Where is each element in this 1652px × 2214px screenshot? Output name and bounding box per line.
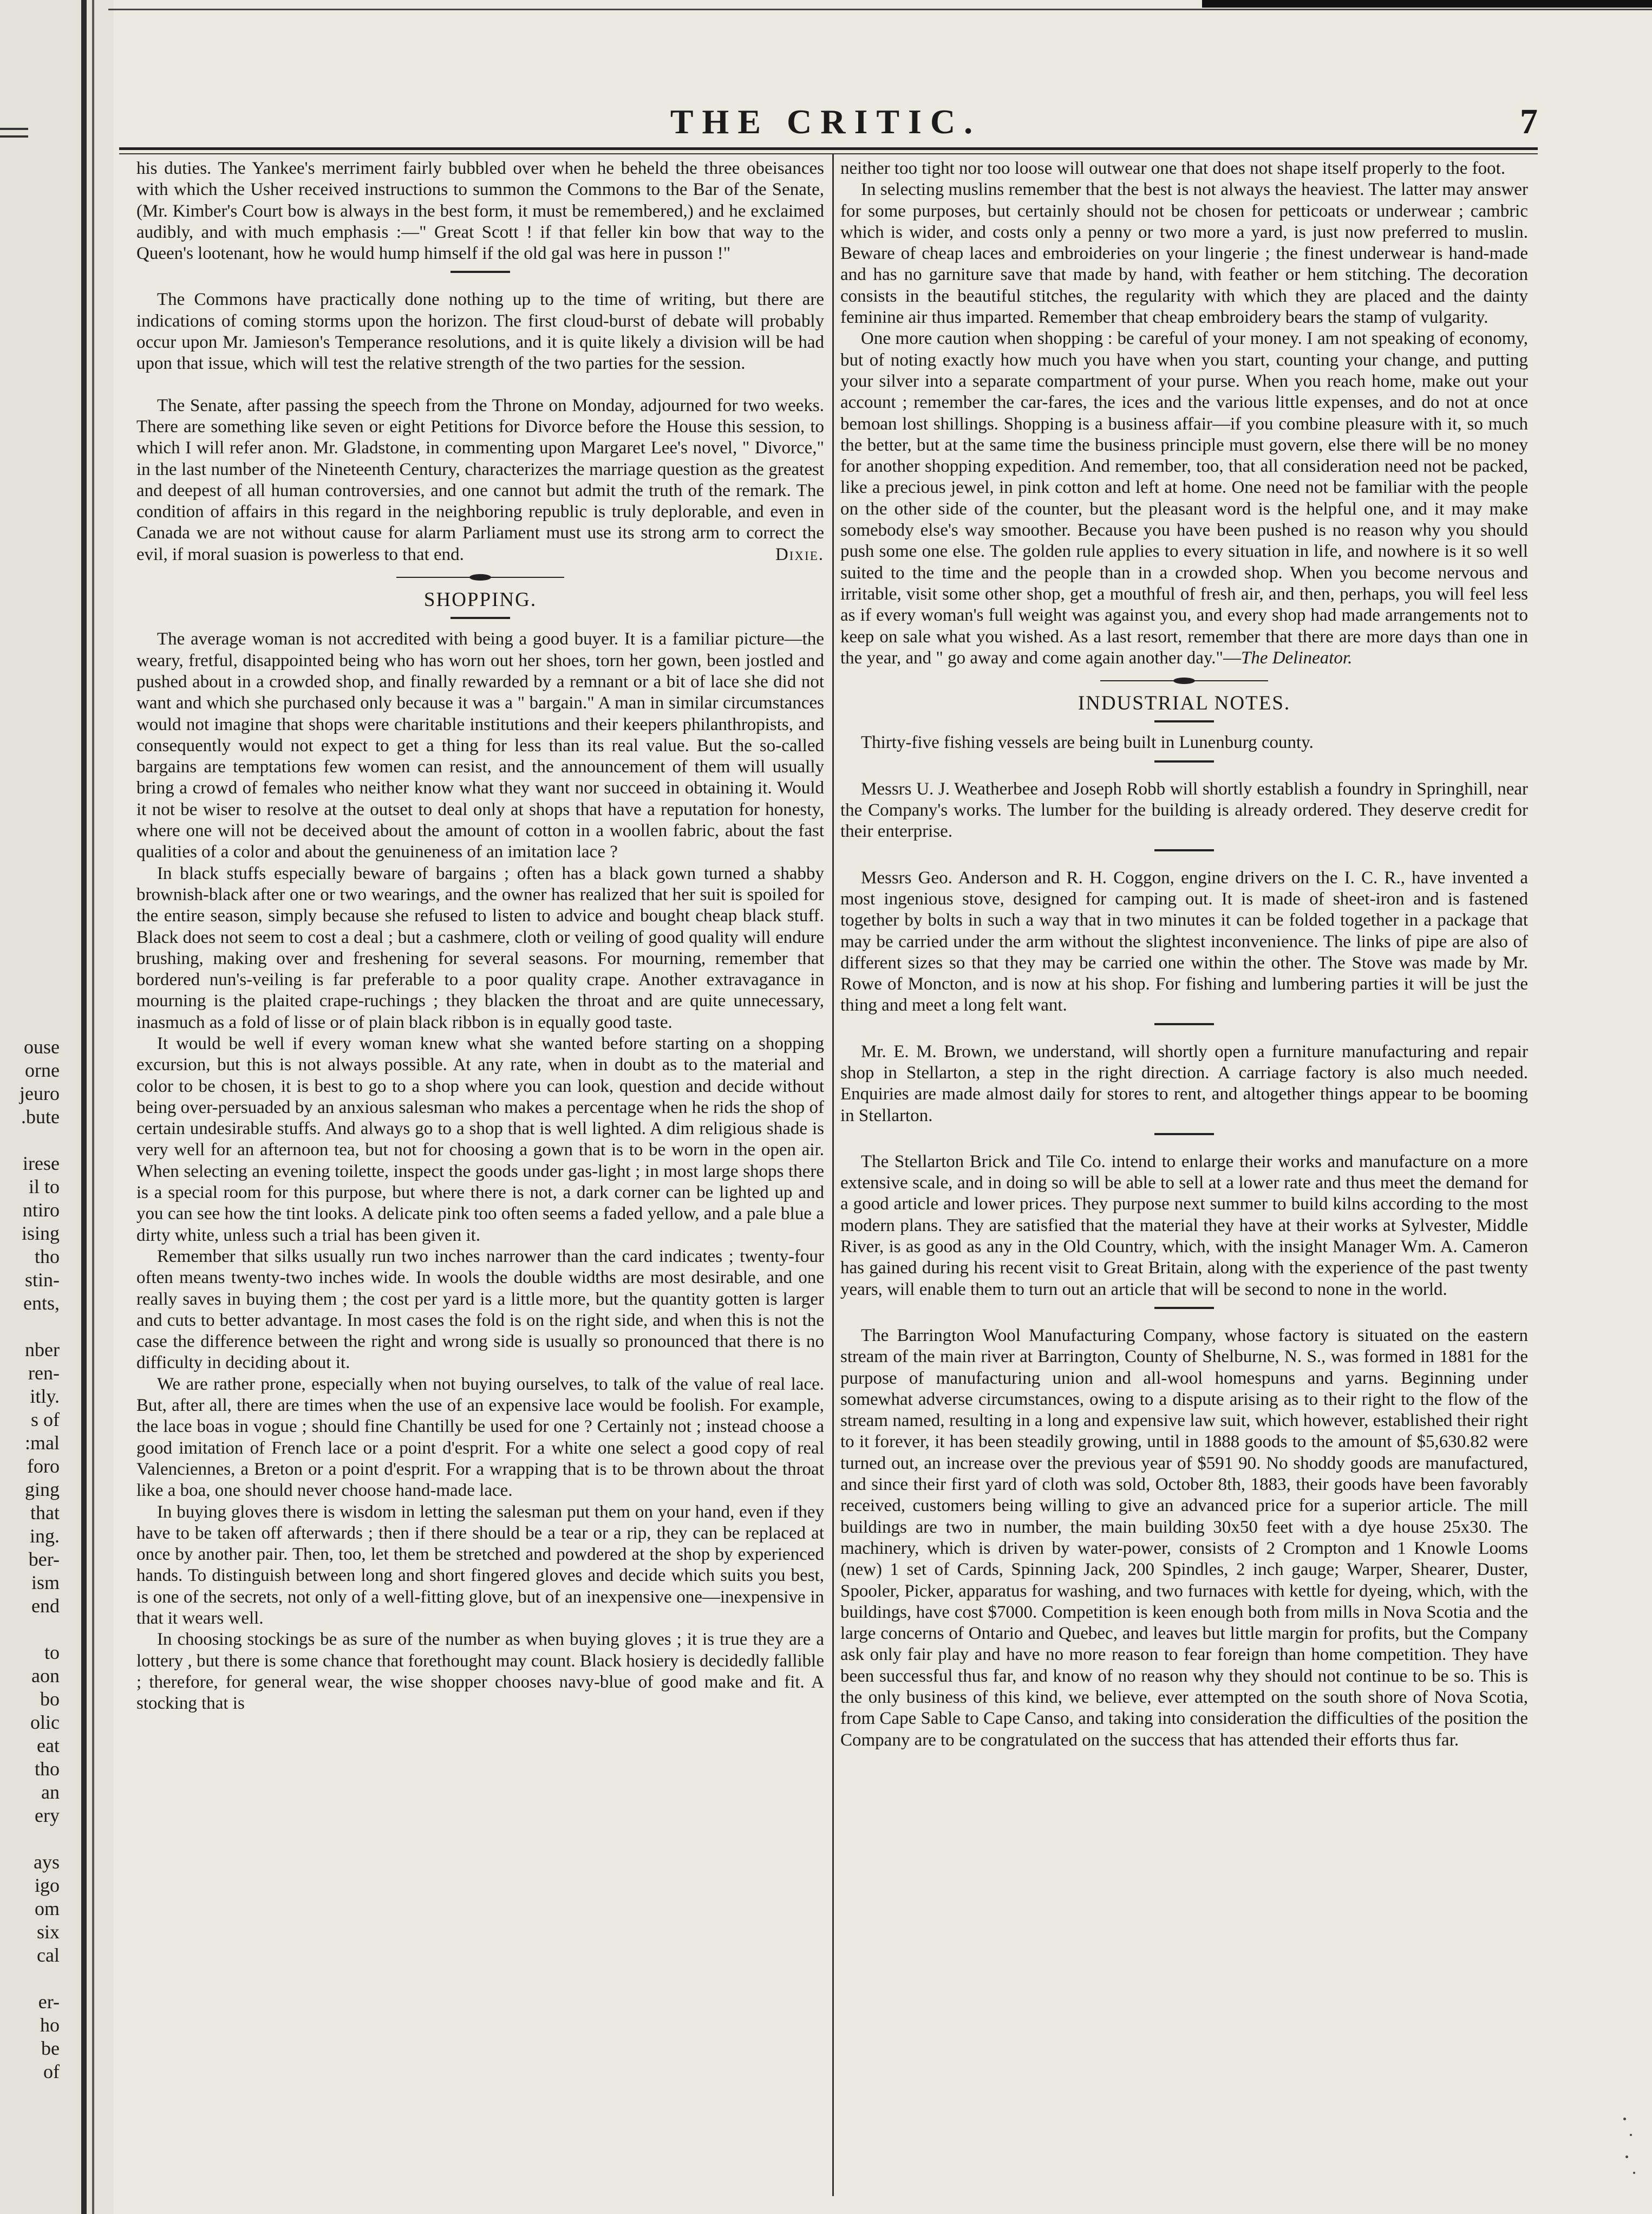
edge-mark <box>0 128 28 130</box>
edge-text-fragment: er- <box>38 1991 60 2013</box>
top-rule <box>1202 0 1652 8</box>
edge-text-fragment: ery <box>35 1805 60 1826</box>
news-item: Messrs Geo. Anderson and R. H. Coggon, engine drivers on the I. C. R., have invented a most ingenious stove, designed for camping out. It is made of sheet-iron and is fastened together by bolts in such a way that in two minutes it can be folded together in a package that may be carried under the arm without the slightest inconvenience. The links of pipe are also of different sizes so that they may be carried one within the other. The Stove was made by Mr. Rowe of Moncton, and is now at his shop. For fishing and lumbering parties it will be just the thing and meet a long felt want. <box>840 868 1528 1015</box>
article-paragraph: The Commons have practically done nothing up to the time of writing, but there are indications of coming storms upon the horizon. The first cloud-burst of debate will probably occur upon Mr. Jamieson's Temperance resolutions, and it is quite likely a division will be had upon that issue, which will test the relative strength of the two parties for the session. <box>136 290 824 374</box>
adjacent-page-edge <box>0 0 114 2214</box>
left-column <box>136 158 824 1714</box>
title-rule <box>450 617 510 619</box>
article-paragraph <box>840 328 1528 669</box>
item-rule <box>1154 1307 1214 1309</box>
article-text: One more caution when shopping : be careful of your money. I am not speaking of economy, but of noting exactly how much you have when you start, counting your change, and putting your silver into a separate compartment of your purse. When you reach home, make out your account ; remember the car-fares, the ices and the various little expenses, and do not at once bemoan lost shillings. Shopping is a business affair—if you combine pleasure with it, so much the better, but at the same time the business principle must govern, else there will be no money for another shopping expedition. And remember, too, that all consideration need not be packed, like a precious jewel, in pink cotton and left at home. One need not be familiar with the people on the other side of the counter, but the pleasant word is the helpful one, and it may make somebody else's way smoother. Because you have been pushed is no reason why you should push some one else. The golden rule applies to every situation in life, and nowhere is it so well suited to the time and the people than in a crowded shop. When you become nervous and irritable, visit some other shop, get a mouthful of fresh air, and then, perhaps, you will feel less as if every woman's full weight was against you, and every shop had made arrangements not to keep on sale what you wished. As a last resort, remember that there are more days than one in the year, and " go away and come again another day."— <box>840 329 1528 668</box>
author-signature: Dixie. <box>775 544 824 564</box>
item-rule <box>1154 1023 1214 1025</box>
news-item: Mr. E. M. Brown, we understand, will shortly open a furniture manufacturing and repair shop in Stellarton, a step in the right direction. A carriage factory is also much needed. Enquiries are made almost daily for stores to rent, and altogether things appear to be booming in Stellarton. <box>840 1041 1528 1125</box>
edge-text-fragment: ging <box>24 1479 60 1500</box>
binding-shadow <box>81 0 87 2214</box>
edge-text-fragment: orne <box>25 1059 60 1081</box>
edge-text-fragment: be <box>41 2037 60 2059</box>
article-title-shopping: SHOPPING. <box>423 589 537 611</box>
article-paragraph: his duties. The Yankee's merriment fairly bubbled over when he beheld the three obeisances with which the Usher received instructions to summon the Commons to the Bar of the Senate, (Mr. Kimber's Court bow is always in the best form, it must be remembered,) and he exclaimed audibly, and with much emphasis :—" Great Scott ! if that feller kin bow that way to the Queen's lootenant, how he would hump himself if the old gal was here in pusson !" <box>136 159 824 264</box>
edge-text-fragment: ho <box>40 2014 60 2036</box>
article-paragraph: In black stuffs especially beware of bargains ; often has a black gown turned a shabby brownish-black after one or two wearings, and the owner has realized that her suit is spoiled for the entire season, simply because she refused to listen to advice and bought cheap black stuff. Black does not seem to cost a deal ; but a cashmere, cloth or veiling of good quality will endure brushing, making over and freshening for several seasons. For mourning, remember that bordered nun's-veiling is far preferable to a poor quality crape. Another extravagance in mourning is the plaited crape-ruchings ; they blacken the throat and are quite unnecessary, inasmuch as a fold of lisse or of plain black ribbon is in equally good taste. <box>136 863 824 1032</box>
edge-text-fragment: tho <box>34 1758 60 1780</box>
article-paragraph <box>136 395 824 565</box>
edge-text-fragment: nber <box>25 1339 60 1360</box>
edge-text-fragment: ouse <box>24 1036 60 1058</box>
edge-text-fragment: ays <box>34 1851 60 1873</box>
article-title-industrial-notes: INDUSTRIAL NOTES. <box>1078 692 1291 715</box>
article-paragraph: In selecting muslins remember that the best is not always the heaviest. The latter may answer for some purposes, but certainly should not be chosen for petticoats or underwear ; cambric which is wider, and costs only a penny or two more a yard, is just now preferred to muslin. Beware of cheap laces and embroideries on your lingerie ; the finest underwear is hand-made and has no garniture save that made by hand, with feather or hem stitching. The decoration consists in the beautiful stitches, the regularity with which they are placed and the dainty feminine air thus imparted. Remember that cheap embroidery bears the stamp of vulgarity. <box>840 180 1528 328</box>
article-paragraph: We are rather prone, especially when not buying ourselves, to talk of the value of real lace. But, after all, there are times when the use of an expensive lace would be foolish. For example, the lace boas in vogue ; should fine Chantilly be used for one ? Certainly not ; instead choose a good imitation of French lace or a point d'esprit. For a white one select a good copy of real Valenciennes, a Breton or a point d'esprit. For a wrapping that is to be thrown about the throat like a boa, one should never choose hand-made lace. <box>136 1374 824 1501</box>
edge-text-fragment: aon <box>31 1665 60 1686</box>
edge-text-fragment: ism <box>31 1572 60 1593</box>
edge-text-fragment: om <box>34 1898 60 1919</box>
edge-text-fragment: irese <box>23 1152 60 1174</box>
item-rule <box>1154 849 1214 851</box>
edge-text-fragment: eat <box>37 1735 60 1756</box>
right-column <box>840 158 1528 1751</box>
edge-text-fragment: ber- <box>28 1548 60 1570</box>
article-paragraph: The average woman is not accredited with being a good buyer. It is a familiar picture—the weary, fretful, disappointed being who has worn out her shoes, torn her gown, been jostled and pushed about in a crowded shop, and finally rewarded by a remnant or a bit of lace she did not want and which she purchased only because it was a " bargain." A man in similar circumstances would not imagine that shops were charitable institutions and their keepers philanthropists, and consequently would not expect to get a thing for less than its real value. But the so-called bargains are temptations few women can resist, and the announcement of them will usually bring a crowd of females who neither know what they want nor succeed in obtaining it. Would it not be wiser to resolve at the outset to deal only at shops that have a reputation for honesty, where one will not be deceived about the amount of cotton in a woollen fabric, about the fast qualities of a color and about the genuineness of an imitation lace ? <box>136 629 824 862</box>
edge-text-fragment: to <box>44 1642 60 1663</box>
section-rule <box>450 271 510 273</box>
binding-line <box>92 0 94 2214</box>
edge-text-fragment: ising <box>21 1222 60 1244</box>
edge-mark <box>0 135 28 138</box>
news-item: The Stellarton Brick and Tile Co. intend to enlarge their works and manufacture on a more extensive scale, and in doing so will be able to sell at a lower rate and thus meet the demand for a good article and lower prices. They purpose next summer to build kilns according to the most modern plans. They are satisfied that the material they have at their works at Sylvester, Middle River, is as good as any in the Old Country, which, with the insight Manager Wm. A. Cameron has gained during his recent visit to Great Britain, along with the experience of the past twenty years, will enable them to turn out an article that will be second to none in the world. <box>840 1151 1528 1299</box>
news-item: Messrs U. J. Weatherbee and Joseph Robb will shortly establish a foundry in Springhill, near the Company's works. The lumber for the building is already ordered. They deserve credit for their enterprise. <box>840 779 1528 842</box>
item-rule <box>1154 1133 1214 1135</box>
edge-text-fragment: il to <box>28 1176 60 1197</box>
edge-text-fragment: igo <box>34 1874 60 1896</box>
edge-text-fragment: s of <box>31 1409 60 1430</box>
news-item: Thirty-five fishing vessels are being built in Lunenburg county. <box>861 733 1314 753</box>
masthead-rule-thin <box>119 153 1538 154</box>
edge-text-fragment: ing. <box>29 1525 60 1547</box>
item-rule <box>1154 760 1214 763</box>
column-divider <box>832 154 834 2196</box>
masthead-rule <box>119 147 1538 150</box>
article-paragraph: In choosing stockings be as sure of the number as when buying gloves ; it is true they are a lottery , but there is some chance that forethought may count. Black hosiery is decidedly fallible ; therefore, for general wear, the wise shopper chooses navy-blue of good make and fit. A stocking that is <box>136 1630 824 1714</box>
article-paragraph: neither too tight nor too loose will outwear one that does not shape itself properly to the foot. <box>840 159 1506 178</box>
article-paragraph: Remember that silks usually run two inches narrower than the card indicates ; twenty-four often means twenty-two inches wide. In wools the double widths are most desirable, and one really saves in buying them ; the cost per yard is a little more, but the quantity gotten is larger and cuts to better advantage. In most cases the fold is on the right side, and when this is not the case the difference between the right and wrong side is usually so pronounced that there is no difficulty in deciding about it. <box>136 1246 824 1373</box>
edge-text-fragment: ntiro <box>23 1199 60 1221</box>
edge-text-fragment: .bute <box>21 1106 60 1128</box>
edge-text-fragment: end <box>31 1595 60 1617</box>
edge-text-fragment: foro <box>27 1455 60 1477</box>
masthead-title: THE CRITIC. <box>670 102 982 141</box>
edge-text-fragment: that <box>30 1502 60 1523</box>
edge-text-fragment: six <box>36 1921 60 1943</box>
article-paragraph: In buying gloves there is wisdom in letting the salesman put them on your hand, even if they have to be taken off afterwards ; then if there should be a tear or a rip, they can be replaced at once by another pair. Then, too, let them be stretched and powdered at the shop by experienced hands. To distinguish between long and short fingered gloves and decide which suits you best, is one of the secrets, not only of a well-fitting glove, but of an inexpensive one—inexpensive in that it wears well. <box>136 1502 824 1628</box>
page-edge-specks <box>1619 2112 1641 2193</box>
title-rule <box>1154 720 1214 722</box>
edge-text-fragment: tho <box>34 1246 60 1267</box>
edge-text-fragment: of <box>43 2061 60 2082</box>
news-item: The Barrington Wool Manufacturing Company, whose factory is situated on the eastern stream of the main river at Barrington, County of Shelburne, N. S., was formed in 1881 for the purpose of manufacturing union and all-wool homespuns and yarns. Beginning under somewhat adverse circumstances, owing to a dispute arising as to their right to the flow of the stream named, resulting in a long and expensive law suit, which however, established their right to it forever, it has been steadily growing, until in 1888 goods to the amount of $5,630.82 were turned out, an increase over the previous year of $591 90. No shoddy goods are manufactured, and since their first yard of cloth was sold, October 8th, 1883, their goods have been favorably received, customers being willing to give an advanced price for a superior article. The mill buildings are two in number, the main building 30x50 feet with a dye house 25x30. The machinery, which is driven by water-power, consists of 2 Crompton and 1 Knowle Looms (new) 1 set of Cards, Spinning Jack, 200 Spindles, 2 inch gauge; Warper, Shearer, Duster, Spooler, Picker, apparatus for washing, and two furnaces with kettle for dyeing, which, with the buildings, have cost $7000. Competition is keen enough both from mills in Nova Scotia and the large concerns of Ontario and Quebec, and leaves but little margin for profits, but the Company ask only fair play and have no more reason to fear foreign than home competition. They have been successful thus far, and know of no reason why they should not continue to be so. This is the only business of this kind, we believe, ever attempted on the south shore of Nova Scotia, from Cape Sable to Cape Canso, and taking into consideration the difficulties of the position the Company are to be congratulated on the success that has attended their efforts thus far. <box>840 1325 1528 1750</box>
edge-text-fragment: :mal <box>25 1432 60 1454</box>
top-thin-rule <box>108 9 1652 10</box>
article-paragraph: It would be well if every woman knew what she wanted before starting on a shopping excursion, but this is not always possible. At any rate, when in doubt as to the material and color to be chosen, it is best to go to a shop where you can look, question and decide without being over-persuaded by an anxious salesman who makes a percentage when he rids the shop of certain undesirable stuffs. And always go to a shop that is well lighted. A dim religious shade is very well for an afternoon tea, but not for choosing a gown that is to be worn in the open air. When selecting an evening toilette, inspect the goods under gas-light ; in most large shops there is a special room for this purpose, but where there is not, a dark corner can be lighted up and you can see how the tint looks. A delicate pink too often seems a faded yellow, and a pale blue a dirty white, unless such a trial has been given it. <box>136 1033 824 1245</box>
ornament-divider <box>1100 678 1268 684</box>
edge-text-fragment: ents, <box>23 1292 60 1314</box>
edge-text-fragment: jeuro <box>19 1083 60 1104</box>
ornament-divider <box>396 574 564 581</box>
edge-text-fragment: olic <box>30 1711 60 1733</box>
edge-text-fragment: bo <box>40 1688 60 1710</box>
edge-text-fragment: ren- <box>28 1362 60 1384</box>
edge-text-fragment: stin- <box>24 1269 60 1291</box>
edge-text-fragment: cal <box>37 1944 60 1966</box>
page-number: 7 <box>1520 102 1538 141</box>
edge-text-fragment: an <box>41 1781 60 1803</box>
article-text: The Senate, after passing the speech from the Throne on Monday, adjourned for two weeks. There are something like seven or eight Petitions for Divorce before the House this session, to which I will refer anon. Mr. Gladstone, in commenting upon Margaret Lee's novel, " Divorce," in the last number of the Nineteenth Century, characterizes the marriage question as the greatest and deepest of all human controversies, and one cannot but admit the truth of the remark. The condition of affairs in this regard in the neighboring republic is truly deplorable, and even in Canada we are not without cause for alarm Parliament must use its strong arm to correct the evil, if moral suasion is powerless to that end. <box>136 395 824 564</box>
article-source: The Delineator. <box>1241 648 1353 668</box>
edge-text-fragment: itly. <box>30 1385 60 1407</box>
